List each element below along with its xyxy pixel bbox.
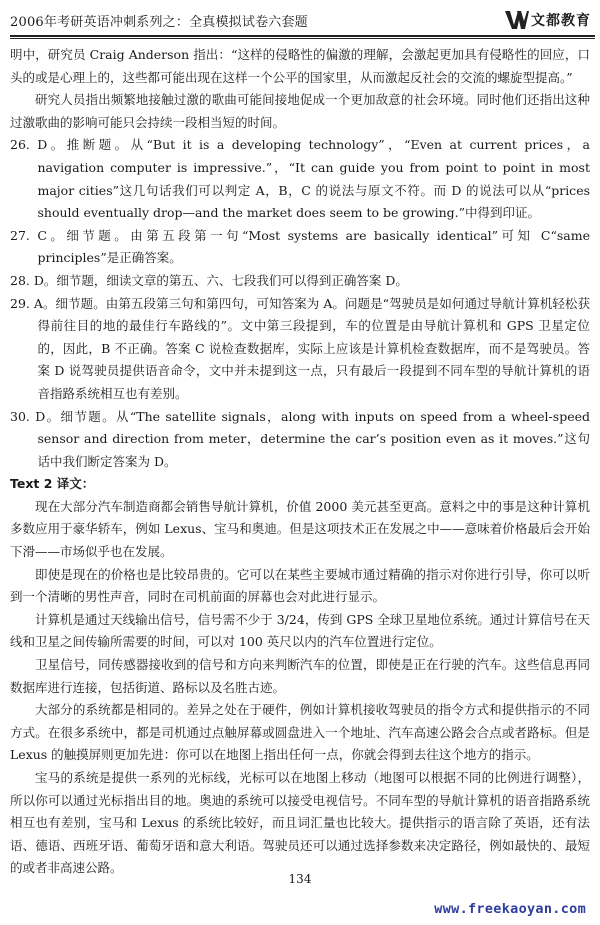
page-header — [10, 8, 595, 34]
answer-28: 28. D。细节题，细读文章的第五、六、七段我们可以得到正确答案 D。 — [10, 272, 408, 288]
paragraph: 研究人员指出频繁地接触过激的歌曲可能间接地促成一个更加敌意的社会环境。同时他们还指出这种过激歌曲的影响可能只会持续一段相当短的时间。 — [10, 92, 590, 130]
translation-paragraph: 大部分的系统都是相同的。差异之处在于硬件，例如计算机接收驾驶员的指令方式和提供指示的不同方式。在很多系统中，都是司机通过点触屏幕或圆盘进入一个地址、汽车高速公路会合点或者路标。但是 Lexus 的触摸屏则更加先进：你可以在地图上指出任何一点，你就会得到去往这个地方的指示。 — [10, 702, 590, 763]
header-divider — [10, 35, 595, 39]
answer-26: 26. D。推断题。从“But it is a developing technology”，“Even at current prices，a navigation computer is impressive.”，“It can guide you from point to point in most major cities”这几句话我们可以判定 A，B，C 的说法与原文不符。而 D 的说法可以从“prices should eventually drop—and the market does seem to be growing.”中得到印证。 — [10, 137, 590, 221]
section-title: Text 2 译文： — [10, 476, 95, 492]
page-content — [10, 44, 590, 880]
translation-paragraph: 现在大部分汽车制造商都会销售导航计算机，价值 2000 美元甚至更高。意料之中的事是这种计算机多数应用于豪华轿车，例如 Lexus、宝马和奥迪。但是这项技术正在发展之中——意味着价格最后会开始下滑——市场似乎也在发展。 — [10, 498, 590, 560]
translation-paragraph: 计算机是通过天线输出信号，信号需不少于 3/24，传到 GPS 全球卫星地位系统。通过计算信号在天线和卫星之间传输所需要的时间，可以对 100 英尺以内的汽车位置进行定位。 — [10, 611, 590, 650]
website-watermark: www.freekaoyan.com — [434, 901, 586, 917]
answer-30: 30. D。细节题。从“The satellite signals，along with inputs on speed from a wheel-speed sensor and direction from meter，determine the car’s position even as it moves.”这句话中我们断定答案为 D。 — [10, 408, 590, 469]
header-title: 2006年考研英语冲刺系列之：全真模拟试卷六套题 — [10, 15, 308, 30]
translation-paragraph: 卫星信号，同传感器接收到的信号和方向来判断汽车的位置，即使是正在行驶的汽车。这些信息再同数据库进行连接，包括街道、路标以及名胜古迹。 — [10, 657, 590, 695]
publisher-logo-icon — [505, 9, 529, 31]
publisher-logo — [505, 8, 591, 32]
answer-27: 27. C。细节题。由第五段第一句“Most systems are basically identical”可知 C“same principles”是正确答案。 — [10, 227, 590, 266]
paragraph: 明中，研究员 Craig Anderson 指出：“这样的侵略性的偏激的理解，会激起更加具有侵略性的回应，口头的或是心理上的，这些都可能出现在这样一个公平的国家里，从而激起反社会的交流的螺旋型提高。” — [10, 47, 590, 85]
translation-paragraph: 即使是现在的价格也是比较昂贵的。它可以在某些主要城市通过精确的指示对你进行引导，你可以听到一个清晰的男性声音，同时在司机前面的屏幕也会对此进行显示。 — [10, 566, 590, 605]
page-number: 134 — [288, 872, 312, 886]
logo-text: 文都教育 — [531, 13, 591, 29]
translation-paragraph: 宝马的系统是提供一系列的光标线，光标可以在地图上移动（地图可以根据不同的比例进行调整），所以你可以通过光标指出目的地。奥迪的系统可以接受电视信号。不同车型的导航计算机的语音指路系统相互也有差别，宝马和 Lexus 的系统比较好，而且词汇量也比较大。提供指示的语言除了英语，还有法语、德语、西班牙语、葡萄牙语和意大利语。驾驶员还可以通过选择参数来决定路径，例如最快的、最短的或者非高速公路。 — [10, 770, 590, 876]
answer-29: 29. A。细节题。由第五段第三句和第四句，可知答案为 A。问题是“驾驶员是如何通过导航计算机轻松获得前往目的地的最佳行车路线的”。文中第三段提到，车的位置是由导航计算机和 GPS 卫星定位的，因此，B 不正确。答案 C 说检查数据库，实际上应该是计算机检查数据库，而不是驾驶员。答案 D 说驾驶员提供语音命令，文中并未提到这一点，只有最后一段提到不同车型的导航计算机的语音指路系统相互也有差别。 — [10, 295, 590, 401]
